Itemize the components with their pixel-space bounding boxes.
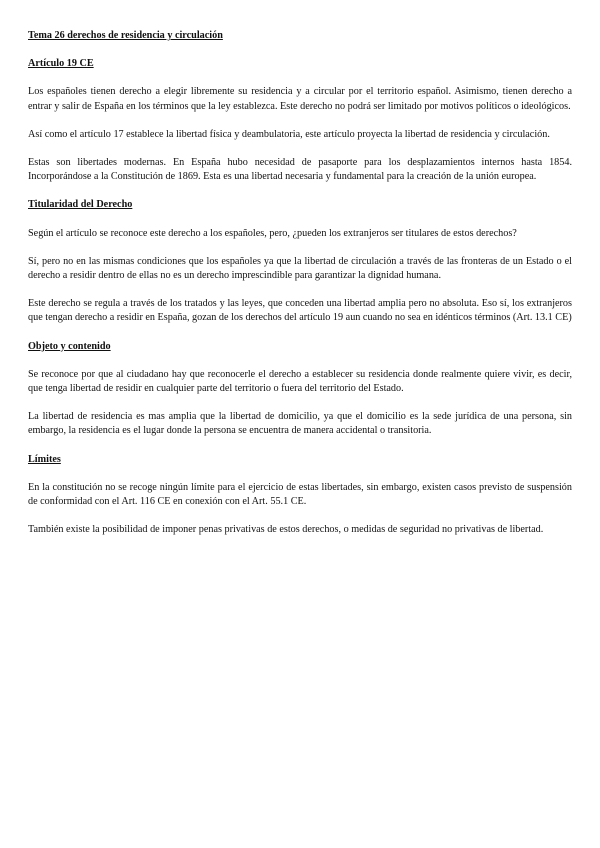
paragraph: En la constitución no se recoge ningún límite para el ejercicio de estas libertades, sin embargo, existen casos previsto de suspensión de conformidad con el Art. 116 CE en conexión con el Art. 55.1 CE.	[28, 481, 572, 508]
section-heading-objeto: Objeto y contenido	[28, 340, 111, 352]
paragraph: Sí, pero no en las mismas condiciones que los españoles ya que la libertad de circulación a través de las fronteras de un Estado o el derecho a residir dentro de ellas no es un derecho imprescindible para garantizar la dignidad humana.	[28, 255, 572, 282]
section-heading-articulo-19: Artículo 19 CE	[28, 58, 94, 70]
paragraph: Así como el artículo 17 establece la libertad física y deambulatoria, este artículo proyecta la libertad de residencia y circulación.	[28, 128, 550, 140]
paragraph: Los españoles tienen derecho a elegir libremente su residencia y a circular por el territorio español. Asimismo, tienen derecho a entrar y salir de España en los términos que la ley establezca. Este derecho no podrá ser limitado por motivos políticos o ideológicos.	[28, 86, 572, 112]
document-page	[28, 29, 572, 551]
paragraph: La libertad de residencia es mas amplia que la libertad de domicilio, ya que el domicilio es la sede jurídica de una persona, sin embargo, la residencia es el lugar donde la persona se encuentra de manera accidental o transitoria.	[28, 411, 572, 437]
section-heading-titularidad: Titularidad del Derecho	[28, 199, 133, 211]
paragraph: Este derecho se regula a través de los tratados y las leyes, que conceden una libertad amplia pero no absoluta. Eso sí, los extranjeros que tengan derecho a residir en España, gozan de los derechos del artículo 19 aun cuando no sea en idénticos términos (Art. 13.1 CE)	[28, 298, 572, 324]
document-title: Tema 26 derechos de residencia y circulación	[28, 30, 223, 41]
section-heading-limites: Límites	[28, 453, 61, 465]
paragraph: Estas son libertades modernas. En España hubo necesidad de pasaporte para los desplazamientos internos hasta 1854. Incorporándose a la Constitución de 1869. Esta es una libertad necesaria y fundamental para la creación de la unión europea.	[28, 157, 572, 183]
paragraph: Se reconoce por que al ciudadano hay que reconocerle el derecho a establecer su residencia donde realmente quiere vivir, es decir, que tenga libertad de residir en cualquier parte del territorio o fuera del territorio del Estado.	[28, 368, 572, 395]
paragraph: También existe la posibilidad de imponer penas privativas de estos derechos, o medidas de seguridad no privativas de libertad.	[28, 524, 544, 536]
paragraph: Según el artículo se reconoce este derecho a los españoles, pero, ¿pueden los extranjeros ser titulares de estos derechos?	[28, 227, 517, 239]
